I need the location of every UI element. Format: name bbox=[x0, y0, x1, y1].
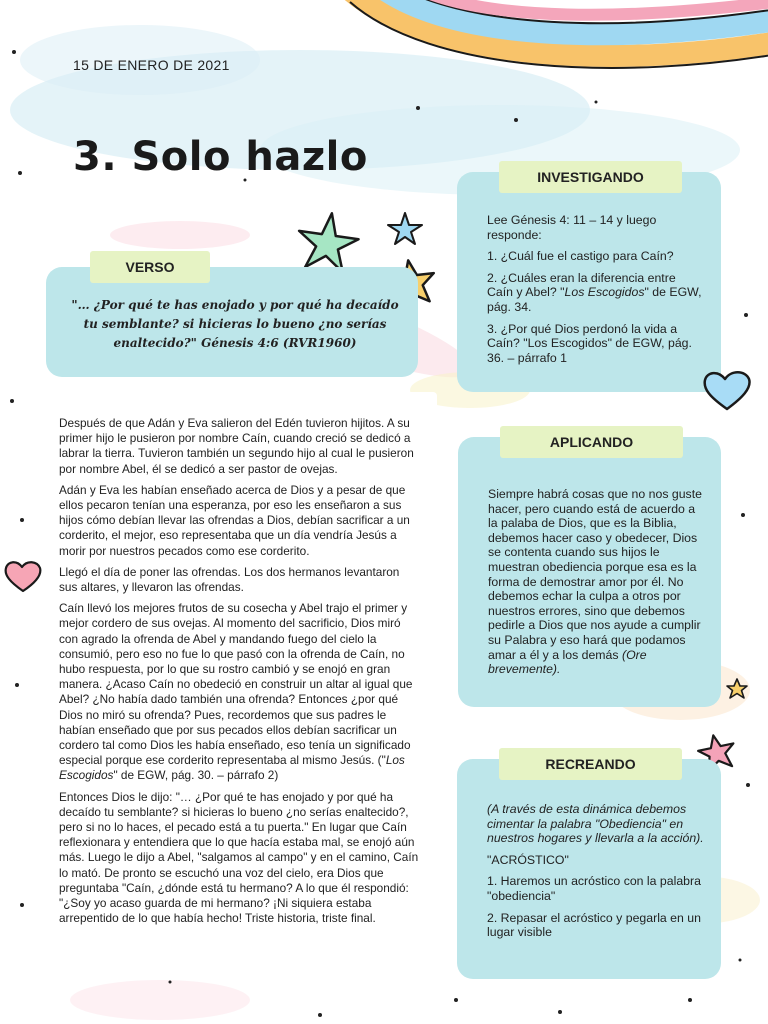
verse-text: "… ¿Por qué te has enojado y por qué ha decaído tu semblante? si hicieras lo bueno ¿no serías enaltecido?" Génesis 4:6 (RVR1960) bbox=[71, 298, 399, 350]
recreando-label: RECREANDO bbox=[499, 748, 682, 780]
blue-star-icon bbox=[388, 213, 422, 244]
investigando-q2: 2. ¿Cuáles eran la diferencia entre Caín y Abel? "Los Escogidos" de EGW, pág. 34. bbox=[487, 270, 702, 314]
page-title: 3. Solo hazlo bbox=[73, 134, 368, 180]
investigando-content bbox=[487, 213, 702, 372]
green-star-icon bbox=[294, 209, 361, 274]
pink-heart-icon bbox=[2, 558, 44, 594]
story-paragraph-4: Caín llevó los mejores frutos de su cosecha y Abel trajo el primer y mejor cordero de sus ovejas. Al momento del sacrificio, Dios miró con agrado la ofrenda de Abel y mandando fuego del cielo la consumió, pero eso no fue lo que pasó con la ofrenda de Caín, no hubo respuesta, por lo que su rostro cambió y se enojó en gran manera. ¿Acaso Caín no obedeció en construir un altar al igual que Abel? ¿No había dado también una ofrenda? Entonces ¿por qué Dios no miró su ofrenda? Pues, recordemos que sus padres le habían enseñado que por sus pecados ellos debían sacrificar un cordero tal como Dios les había enseñado, eso tenía un significado especial porque ese corderito representaba al mismo Jesús. ("Los Escogidos" de EGW, pág. 30. – párrafo 2) bbox=[59, 601, 413, 783]
story-text bbox=[59, 416, 419, 933]
investigando-intro: Lee Génesis 4: 11 – 14 y luego responde: bbox=[487, 213, 657, 242]
blue-heart-icon bbox=[700, 367, 754, 413]
story-paragraph-2: Adán y Eva les habían enseñado acerca de Dios y a pesar de que ellos pecaron tenían una esperanza, por eso les enseñaron a sus hijos cómo debían llevar las ofrendas a Dios, debían sacrificar a un corderito, el mejor, eso representaba que un día vendría Jesús a morir por nuestros pecados como ese corderito. bbox=[59, 482, 410, 558]
investigando-q3: 3. ¿Por qué Dios perdonó la vida a Caín? "Los Escogidos" de EGW, pág. 36. – párrafo 1 bbox=[487, 321, 692, 365]
date: 15 DE ENERO DE 2021 bbox=[73, 57, 230, 73]
recreando-step-2: 2. Repasar el acróstico y pegarla en un lugar visible bbox=[487, 910, 701, 940]
recreando-step-1: 1. Haremos un acróstico con la palabra "obediencia" bbox=[487, 874, 701, 903]
recreando-sub: "ACRÓSTICO" bbox=[487, 852, 569, 867]
aplicando-text: Siempre habrá cosas que no nos guste hacer, pero cuando está de acuerdo a la palaba de Dios, que es la Biblia, debemos hacer caso y obedecer, Dios se contenta cuando sus hijos le muestran obediencia porque esa es la forma de demostrar amor por él. No debemos echar la culpa a otros por nuestros errores, sino que debemos pedirle a Dios que nos ayude a cumplir su Palabra y eso hará que podamos amar a él y a los demás (Ore brevemente). bbox=[488, 487, 702, 677]
small-yellow-star-icon bbox=[724, 677, 750, 701]
story-paragraph-3: Llegó el día de poner las ofrendas. Los dos hermanos levantaron sus altares, y llevaron las ofrendas. bbox=[59, 564, 400, 595]
story-paragraph-5: Entonces Dios le dijo: "… ¿Por qué te has enojado y por qué ha decaído tu semblante? si hicieras lo bueno ¿no serías enaltecido?, pero si no lo haces, el pecado está a tu puerta." En lugar que Caín reflexionara y entendiera que lo que hacía estaba mal, se enojó aún más. Luego le dijo a Abel, "salgamos al campo" y en el camino, Caín lo mató. De pronto se escuchó una voz del cielo, era Dios que preguntaba "Caín, ¿dónde está tu hermano? A lo que él respondió: "¿Soy yo acaso guarda de mi hermano? ¡Ni siquiera estaba arrepentido de lo que había hecho! Triste historia, triste final. bbox=[59, 789, 419, 926]
aplicando-label: APLICANDO bbox=[500, 426, 683, 458]
investigando-q1: 1. ¿Cuál fue el castigo para Caín? bbox=[487, 249, 674, 264]
story-paragraph-1: Después de que Adán y Eva salieron del Edén tuvieron hijitos. A su primer hijo le pusieron por nombre Caín, cuando creció se dedicó a labrar la tierra. Tuvieron también un segundo hijo al cual le pusieron por nombre Abel, él se dedicó a ser pastor de ovejas. bbox=[59, 416, 414, 476]
recreando-content bbox=[487, 802, 705, 947]
verse-label: VERSO bbox=[90, 251, 210, 283]
recreando-intro: (A través de esta dinámica debemos cimentar la palabra "Obediencia" en nuestros hogares y llevarla a la acción). bbox=[487, 802, 704, 846]
investigando-label: INVESTIGANDO bbox=[499, 161, 682, 193]
